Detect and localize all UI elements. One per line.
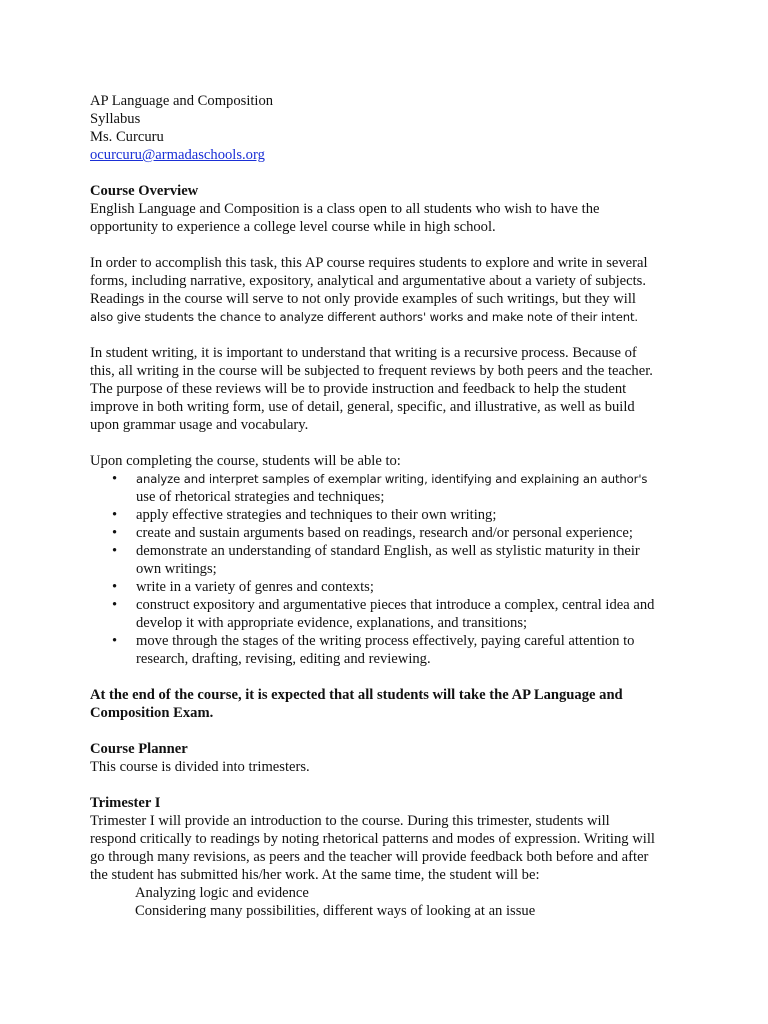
bullet-icon: • xyxy=(112,507,118,523)
list-item-text: create and sustain arguments based on readings, research and/or personal experience; xyxy=(136,525,633,541)
teacher-name: Ms. Curcuru xyxy=(90,129,164,145)
list-item xyxy=(90,596,690,632)
list-item xyxy=(90,470,690,506)
list-item xyxy=(90,542,690,578)
overview-p3-line: The purpose of these reviews will be to provide instruction and feedback to help the student xyxy=(90,381,627,397)
outcomes-intro: Upon completing the course, students will be able to: xyxy=(90,453,401,469)
list-item-text: write in a variety of genres and contexts; xyxy=(136,579,374,595)
course-overview-heading: Course Overview xyxy=(90,183,199,199)
list-item-text: demonstrate an understanding of standard English, as well as stylistic maturity in their xyxy=(136,543,640,559)
trimester-1-skill: Analyzing logic and evidence xyxy=(135,885,309,901)
list-item-text: use of rhetorical strategies and techniques; xyxy=(136,489,385,505)
list-item-text: develop it with appropriate evidence, explanations, and transitions; xyxy=(136,615,528,631)
overview-p3-line: In student writing, it is important to understand that writing is a recursive process. Because of xyxy=(90,345,637,361)
bullet-icon: • xyxy=(112,471,118,487)
overview-p1-line: opportunity to experience a college level course while in high school. xyxy=(90,219,496,235)
trimester-1-line: go through many revisions, as peers and the teacher will provide feedback both before and after xyxy=(90,849,649,865)
course-planner-heading: Course Planner xyxy=(90,741,188,757)
course-title: AP Language and Composition xyxy=(90,93,274,109)
bullet-icon: • xyxy=(112,579,118,595)
overview-p3-line: this, all writing in the course will be subjected to frequent reviews by both peers and the teacher. xyxy=(90,363,653,379)
course-overview-section xyxy=(90,182,690,722)
document-type: Syllabus xyxy=(90,111,141,127)
teacher-email-link[interactable]: ocurcuru@armadaschools.org xyxy=(90,147,265,163)
trimester-1-line: respond critically to readings by noting rhetorical patterns and modes of expression. Writing will xyxy=(90,831,655,847)
bullet-icon: • xyxy=(112,525,118,541)
list-item-text: apply effective strategies and techniques to their own writing; xyxy=(136,507,497,523)
course-planner-text: This course is divided into trimesters. xyxy=(90,759,310,775)
list-item xyxy=(90,632,690,668)
list-item xyxy=(90,506,690,524)
overview-p2-line: In order to accomplish this task, this AP course requires students to explore and write in several xyxy=(90,255,648,271)
exam-note-line: Composition Exam. xyxy=(90,705,214,721)
list-item-text: research, drafting, revising, editing and reviewing. xyxy=(136,651,431,667)
list-item-text: analyze and interpret samples of exemplar writing, identifying and explaining an author's xyxy=(136,472,648,486)
syllabus-page xyxy=(90,92,690,920)
list-item-text: construct expository and argumentative pieces that introduce a complex, central idea and xyxy=(136,597,655,613)
trimester-1-line: the student has submitted his/her work. At the same time, the student will be: xyxy=(90,867,540,883)
overview-p3-line: improve in both writing form, use of detail, general, specific, and illustrative, as well as build xyxy=(90,399,635,415)
exam-note-line: At the end of the course, it is expected that all students will take the AP Language and xyxy=(90,687,623,703)
overview-p1-line: English Language and Composition is a class open to all students who wish to have the xyxy=(90,201,600,217)
syllabus-header xyxy=(90,92,690,164)
list-item-text: own writings; xyxy=(136,561,217,577)
trimester-1-skill: Considering many possibilities, different ways of looking at an issue xyxy=(135,903,536,919)
bullet-icon: • xyxy=(112,597,118,613)
bullet-icon: • xyxy=(112,633,118,649)
list-item xyxy=(90,524,690,542)
list-item xyxy=(90,578,690,596)
trimester-1-line: Trimester I will provide an introduction to the course. During this trimester, students will xyxy=(90,813,610,829)
trimester-1-section xyxy=(90,794,690,920)
overview-p2-line: also give students the chance to analyze different authors' works and make note of their intent. xyxy=(90,310,639,324)
trimester-1-heading: Trimester I xyxy=(90,795,161,811)
course-planner-section xyxy=(90,740,690,776)
overview-p2-line: Readings in the course will serve to not only provide examples of such writings, but they will xyxy=(90,291,636,307)
list-item-text: move through the stages of the writing process effectively, paying careful attention to xyxy=(136,633,635,649)
overview-p2-line: forms, including narrative, expository, analytical and argumentative about a variety of subjects. xyxy=(90,273,647,289)
overview-p3-line: upon grammar usage and vocabulary. xyxy=(90,417,309,433)
bullet-icon: • xyxy=(112,543,118,559)
outcomes-list xyxy=(90,470,690,668)
